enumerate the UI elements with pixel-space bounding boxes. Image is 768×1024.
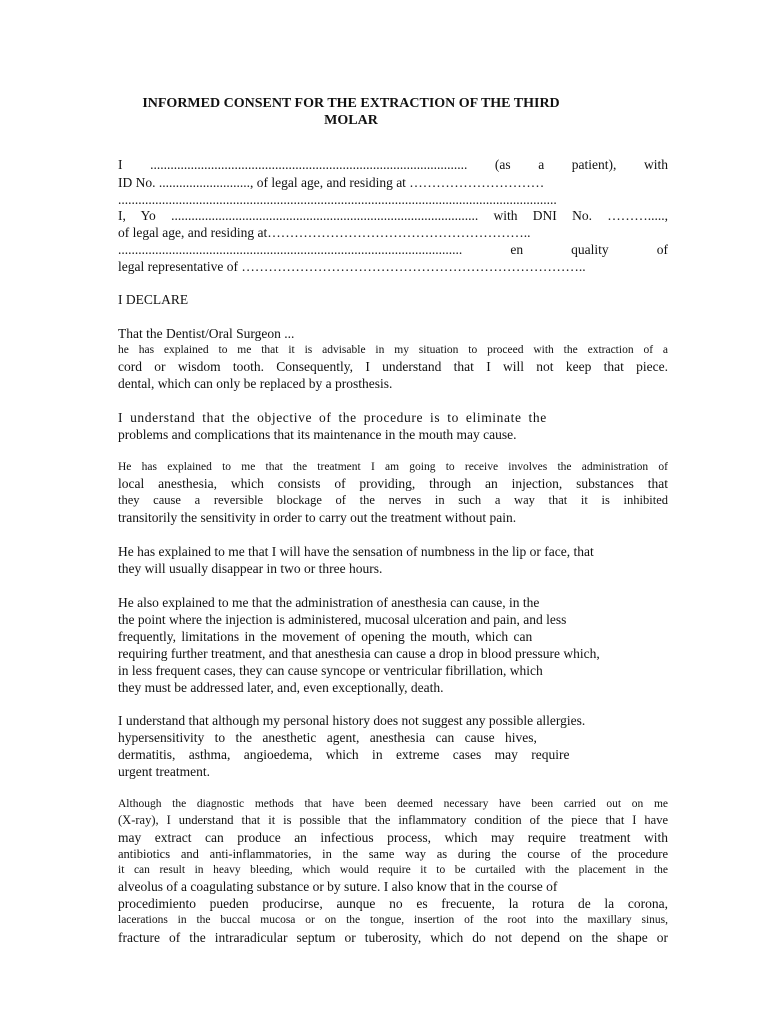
paragraph-line: alveolus of a coagulating substance or by suture. I also know that in the course of (118, 879, 558, 894)
paragraph-line: dental, which can only be replaced by a prosthesis. (118, 376, 393, 391)
declare-heading: I DECLARE (118, 292, 189, 307)
paragraph-line: he has explained to me that it is advisable in my situation to proceed with the extraction of a (118, 344, 668, 356)
paragraph-line: transitorily the sensitivity in order to carry out the treatment without pain. (118, 510, 517, 525)
paragraph-line: hypersensitivity to the anesthetic agent, anesthesia can cause hives, (118, 730, 537, 745)
document-title-line-1: INFORMED CONSENT FOR THE EXTRACTION OF THE THIRD (142, 96, 560, 111)
patient-id-line: ID No. ..........................., of legal age, and residing at ………………………… (118, 175, 545, 190)
paragraph-line: He has explained to me that the treatment I am going to receive involves the administration of (118, 461, 668, 473)
paragraph-line: He also explained to me that the administration of anesthesia can cause, in the (118, 595, 540, 610)
paragraph-line: they must be addressed later, and, even exceptionally, death. (118, 680, 444, 695)
paragraph-line: local anesthesia, which consists of providing, through an injection, substances that (118, 476, 668, 491)
paragraph-line: in less frequent cases, they can cause syncope or ventricular fibrillation, which (118, 663, 543, 678)
legal-representative-line: legal representative of ………………………………………………………………….. (118, 259, 586, 274)
representative-residence-line: of legal age, and residing at………………………………………………….. (118, 225, 531, 240)
address-blank-line: .................................................................................................................................. (118, 192, 557, 207)
paragraph-line: fracture of the intraradicular septum or tuberosity, which do not depend on the shape or (118, 930, 668, 945)
paragraph-line: lacerations in the buccal mucosa or on the tongue, insertion of the root into the maxillary sinus, (118, 914, 668, 926)
paragraph-line: Although the diagnostic methods that have been deemed necessary have been carried out on me (118, 798, 668, 810)
paragraph-line: (X-ray), I understand that it is possible that the inflammatory condition of the piece that I have (118, 813, 668, 827)
paragraph-line: the point where the injection is administered, mucosal ulceration and pain, and less (118, 612, 567, 627)
document-title-line-2: MOLAR (324, 113, 378, 128)
paragraph-line: I understand that although my personal history does not suggest any possible allergies. (118, 713, 586, 728)
paragraph-line: they will usually disappear in two or three hours. (118, 561, 383, 576)
paragraph-line: dermatitis, asthma, angioedema, which in extreme cases may require (118, 747, 570, 762)
paragraph-line: requiring further treatment, and that anesthesia can cause a drop in blood pressure which, (118, 646, 600, 661)
paragraph-line: cord or wisdom tooth. Consequently, I understand that I will not keep that piece. (118, 359, 668, 374)
representative-name-line: I, Yo ........................................................................................... with DNI No. ………....., (118, 208, 668, 223)
paragraph-line: antibiotics and anti-inflammatories, in the same way as during the course of the procedure (118, 847, 668, 861)
paragraph-line: frequently, limitations in the movement of opening the mouth, which can (118, 629, 533, 644)
paragraph-line: it can result in heavy bleeding, which would require it to be curtailed with the placement in the (118, 864, 668, 876)
patient-name-line: I .............................................................................................. (as a patient), with (118, 157, 668, 172)
paragraph-line: procedimiento pueden producirse, aunque no es frecuente, la rotura de la corona, (118, 896, 668, 911)
paragraph-line: they cause a reversible blockage of the nerves in such a way that it is inhibited (118, 493, 668, 507)
paragraph-line: That the Dentist/Oral Surgeon ... (118, 326, 295, 341)
paragraph-line: He has explained to me that I will have the sensation of numbness in the lip or face, that (118, 544, 594, 559)
representative-quality-line: ...................................................................................................... en quality of (118, 242, 668, 257)
paragraph-line: may extract can produce an infectious process, which may require treatment with (118, 830, 668, 845)
paragraph-line: problems and complications that its maintenance in the mouth may cause. (118, 427, 517, 442)
paragraph-line: urgent treatment. (118, 764, 210, 779)
paragraph-line: I understand that the objective of the procedure is to eliminate the (118, 410, 547, 425)
